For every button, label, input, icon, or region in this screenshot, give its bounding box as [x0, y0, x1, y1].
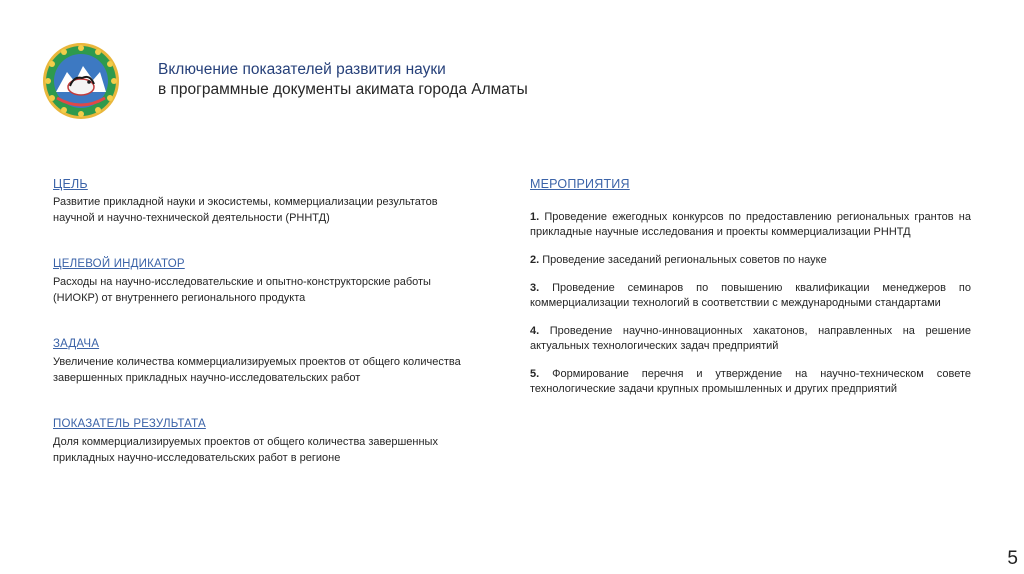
activity-number: 4. — [530, 325, 540, 337]
indicator-text-line1: Расходы на научно-исследовательские и опытно-конструкторские работы — [53, 276, 431, 288]
activity-number: 5. — [530, 368, 540, 380]
activity-text: Проведение заседаний региональных советов по науке — [542, 254, 827, 266]
activity-number: 3. — [530, 282, 540, 294]
left-column — [53, 176, 498, 488]
activity-text: Формирование перечня и утверждение на научно-техническом совете технологические задачи крупных промышленных и других предприятий — [530, 368, 971, 395]
goal-section — [53, 176, 498, 226]
indicator-heading: ЦЕЛЕВОЙ ИНДИКАТОР — [53, 258, 185, 270]
result-heading: ПОКАЗАТЕЛЬ РЕЗУЛЬТАТА — [53, 418, 206, 430]
indicator-section — [53, 256, 498, 306]
activity-number: 2. — [530, 254, 540, 266]
result-text-line1: Доля коммерциализируемых проектов от общего количества завершенных — [53, 436, 438, 448]
task-section — [53, 336, 498, 386]
activity-item — [530, 281, 971, 311]
activity-item — [530, 324, 971, 354]
result-section — [53, 416, 498, 466]
emblem-icon — [42, 42, 120, 120]
activity-item — [530, 210, 971, 240]
goal-text-line2: научной и научно-технической деятельности (РННТД) — [53, 212, 330, 224]
activity-item — [530, 367, 971, 397]
slide-number: 5 — [1007, 548, 1018, 569]
task-heading: ЗАДАЧА — [53, 338, 100, 350]
title-block — [158, 60, 528, 100]
activity-number: 1. — [530, 211, 540, 223]
activity-item — [530, 253, 971, 268]
page-subtitle: в программные документы акимата города Алматы — [158, 81, 528, 98]
activity-text: Проведение ежегодных конкурсов по предоставлению региональных грантов на прикладные научные исследования и проекты коммерциализации РННТД — [530, 211, 971, 238]
goal-heading: ЦЕЛЬ — [53, 177, 88, 191]
result-text-line2: прикладных научно-исследовательских работ в регионе — [53, 452, 341, 464]
city-emblem — [42, 42, 120, 120]
task-text-line2: завершенных прикладных научно-исследовательских работ — [53, 372, 361, 384]
goal-text-line1: Развитие прикладной науки и экосистемы, коммерциализации результатов — [53, 196, 438, 208]
right-column — [530, 176, 971, 410]
activity-text: Проведение семинаров по повышению квалификации менеджеров по коммерциализации технологий в соответствии с международными стандартами — [530, 282, 971, 309]
page-title: Включение показателей развития науки — [158, 61, 446, 78]
task-text-line1: Увеличение количества коммерциализируемых проектов от общего количества — [53, 356, 461, 368]
activity-text: Проведение научно-инновационных хакатонов, направленных на решение актуальных технологических задач предприятий — [530, 325, 971, 352]
activities-heading: МЕРОПРИЯТИЯ — [530, 177, 630, 191]
indicator-text-line2: (НИОКР) от внутреннего регионального продукта — [53, 292, 306, 304]
